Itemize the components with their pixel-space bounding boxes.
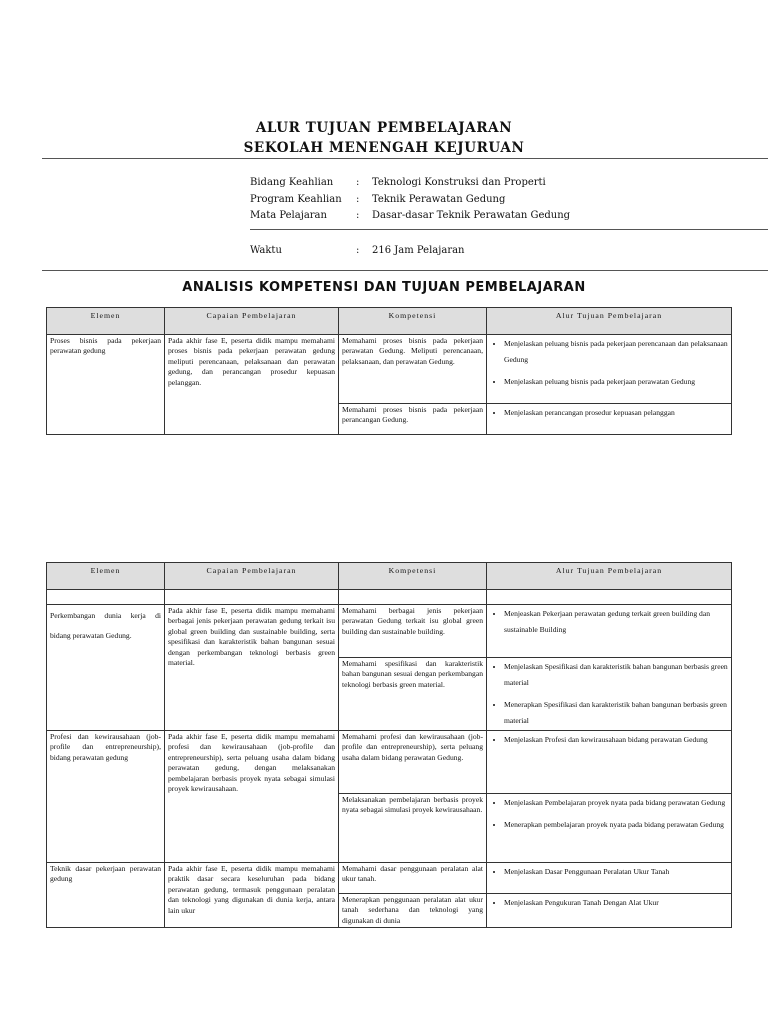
cell-kompetensi: Memahami profesi dan kewirausahaan (job-profile dan entrepreneurship), serta peluang usaha dalam bidang perawatan Gedung. [339,731,487,794]
divider-meta [250,229,768,230]
cell-kompetensi: Memahami spesifikasi dan karakteristik bahan bangunan sesuai dengan perkembangan teknologi berbasis green material. [339,658,487,731]
meta-row-mapel [250,208,570,224]
divider-top [42,158,768,159]
table-header-row [47,563,732,590]
divider-bottom [42,270,768,271]
list-item: • Menjelaskan perancangan prosedur kepuasan pelanggan [504,405,728,421]
list-item: • Menerapkan pembelajaran proyek nyata pada bidang perawatan Gedung [504,817,728,833]
cell-kompetensi: Memahami proses bisnis pada pekerjaan perancangan Gedung. [339,404,487,435]
table-row [47,863,732,894]
column-header-elemen: Elemen [47,308,165,335]
meta-separator: : [356,210,360,221]
meta-row-waktu [250,243,465,259]
column-header-capaian: Capaian Pembelajaran [165,308,339,335]
cell-elemen: Teknik dasar pekerjaan perawatan gedung [47,863,165,928]
list-item: • Menjelaskan peluang bisnis pada pekerjaan perencanaan dan pelaksanaan Gedung [504,336,728,368]
list-item: • Menjelaskan Pengukuran Tanah Dengan Alat Ukur [504,895,728,911]
list-item: • Menjelaskan peluang bisnis pada pekerjaan perawatan Gedung [504,374,728,390]
cell-alur [487,794,732,863]
list-item: • Menjelaskan Pembelajaran proyek nyata pada bidang perawatan Gedung [504,795,728,811]
cell-elemen: Perkembangan dunia kerja di bidang perawatan Gedung. [47,605,165,731]
document-title: ALUR TUJUAN PEMBELAJARAN [255,120,513,136]
empty-cell [339,590,487,605]
list-item: • Menjelaskan Profesi dan kewirausahaan bidang perawatan Gedung [504,732,728,748]
cell-alur [487,335,732,404]
cell-alur [487,894,732,928]
cell-capaian: Pada akhir fase E, peserta didik mampu memahami praktik dasar secara keseluruhan pada bidang perawatan gedung, termasuk penggunaan peralatan dan teknologi yang digunakan di dunia kerja, antara lain ukur [165,863,339,928]
table-row [47,335,732,404]
column-header-capaian: Capaian Pembelajaran [165,563,339,590]
cell-capaian: Pada akhir fase E, peserta didik mampu memahami profesi dan kewirausahaan (job-profile dan entrepreneurship), serta peluang usaha dalam bidang perawatan gedung, dengan melaksanakan pembelajaran berbasis proyek nyata sebagai simulasi proyek kewirausahaan. [165,731,339,863]
empty-cell [487,590,732,605]
cell-alur [487,731,732,794]
competency-table-1 [46,307,732,435]
cell-capaian: Pada akhir fase E, peserta didik mampu memahami berbagai jenis pekerjaan perawatan gedung terkait isu global green building dan sustainable building, serta spesifikasi dan karakteristik bahan bangunan sesuai dengan perkembangan teknologi berbasis green material. [165,605,339,731]
meta-separator: : [356,177,360,188]
cell-kompetensi: Memahami berbagai jenis pekerjaan perawatan Gedung terkait isu global green building dan sustainable building. [339,605,487,658]
document-subtitle: SEKOLAH MENENGAH KEJURUAN [243,140,525,156]
meta-value: 216 Jam Pelajaran [372,245,465,256]
table-row [47,731,732,794]
list-item: • Menerapkan Spesifikasi dan karakteristik bahan bangunan berbasis green material [504,697,728,729]
meta-separator: : [356,194,360,205]
cell-kompetensi: Menerapkan penggunaan peralatan alat ukur tanah sederhana dan teknologi yang digunakan di dunia [339,894,487,928]
list-item: • Menjeaskan Pekerjaan perawatan gedung terkait green building dan sustainable Building [504,606,728,638]
cell-kompetensi: Melaksanakan pembelajaran berbasis proyek nyata sebagai simulasi proyek kewirausahaan. [339,794,487,863]
meta-value: Teknik Perawatan Gedung [372,194,506,205]
meta-row-program [250,192,505,208]
table-header-row [47,308,732,335]
column-header-alur: Alur Tujuan Pembelajaran [487,563,732,590]
column-header-elemen: Elemen [47,563,165,590]
competency-table-2 [46,562,732,928]
empty-cell [165,590,339,605]
meta-value: Dasar-dasar Teknik Perawatan Gedung [372,210,571,221]
meta-label: Bidang Keahlian [250,177,334,188]
cell-alur [487,863,732,894]
list-item: • Menjelaskan Dasar Penggunaan Peralatan Ukur Tanah [504,864,728,880]
cell-alur [487,404,732,435]
empty-cell [47,590,165,605]
cell-kompetensi: Memahami proses bisnis pada pekerjaan perawatan Gedung. Meliputi perencanaan, pelaksanaan, dan perawatan Gedung. [339,335,487,404]
meta-label: Program Keahlian [250,194,342,205]
meta-label: Waktu [250,245,282,256]
cell-alur [487,658,732,731]
meta-separator: : [356,245,360,256]
meta-row-bidang [250,175,546,191]
section-title: ANALISIS KOMPETENSI DAN TUJUAN PEMBELAJARAN [182,280,586,295]
cell-alur [487,605,732,658]
cell-kompetensi: Memahami dasar penggunaan peralatan alat ukur tanah. [339,863,487,894]
column-header-kompetensi: Kompetensi [339,308,487,335]
meta-value: Teknologi Konstruksi dan Properti [372,177,546,188]
table-spacer-row [47,590,732,605]
cell-capaian: Pada akhir fase E, peserta didik mampu memahami proses bisnis pada pekerjaan perawatan gedung meliputi perencanaan, pelaksanaan dan perawatan gedung, dan perancangan prosedur kepuasan pelanggan. [165,335,339,435]
column-header-alur: Alur Tujuan Pembelajaran [487,308,732,335]
cell-elemen: Proses bisnis pada pekerjaan perawatan gedung [47,335,165,435]
meta-label: Mata Pelajaran [250,210,327,221]
cell-elemen: Profesi dan kewirausahaan (job-profile dan entrepreneurship), bidang perawatan gedung [47,731,165,863]
column-header-kompetensi: Kompetensi [339,563,487,590]
table-row [47,605,732,658]
list-item: • Menjelaskan Spesifikasi dan karakteristik bahan bangunan berbasis green material [504,659,728,691]
